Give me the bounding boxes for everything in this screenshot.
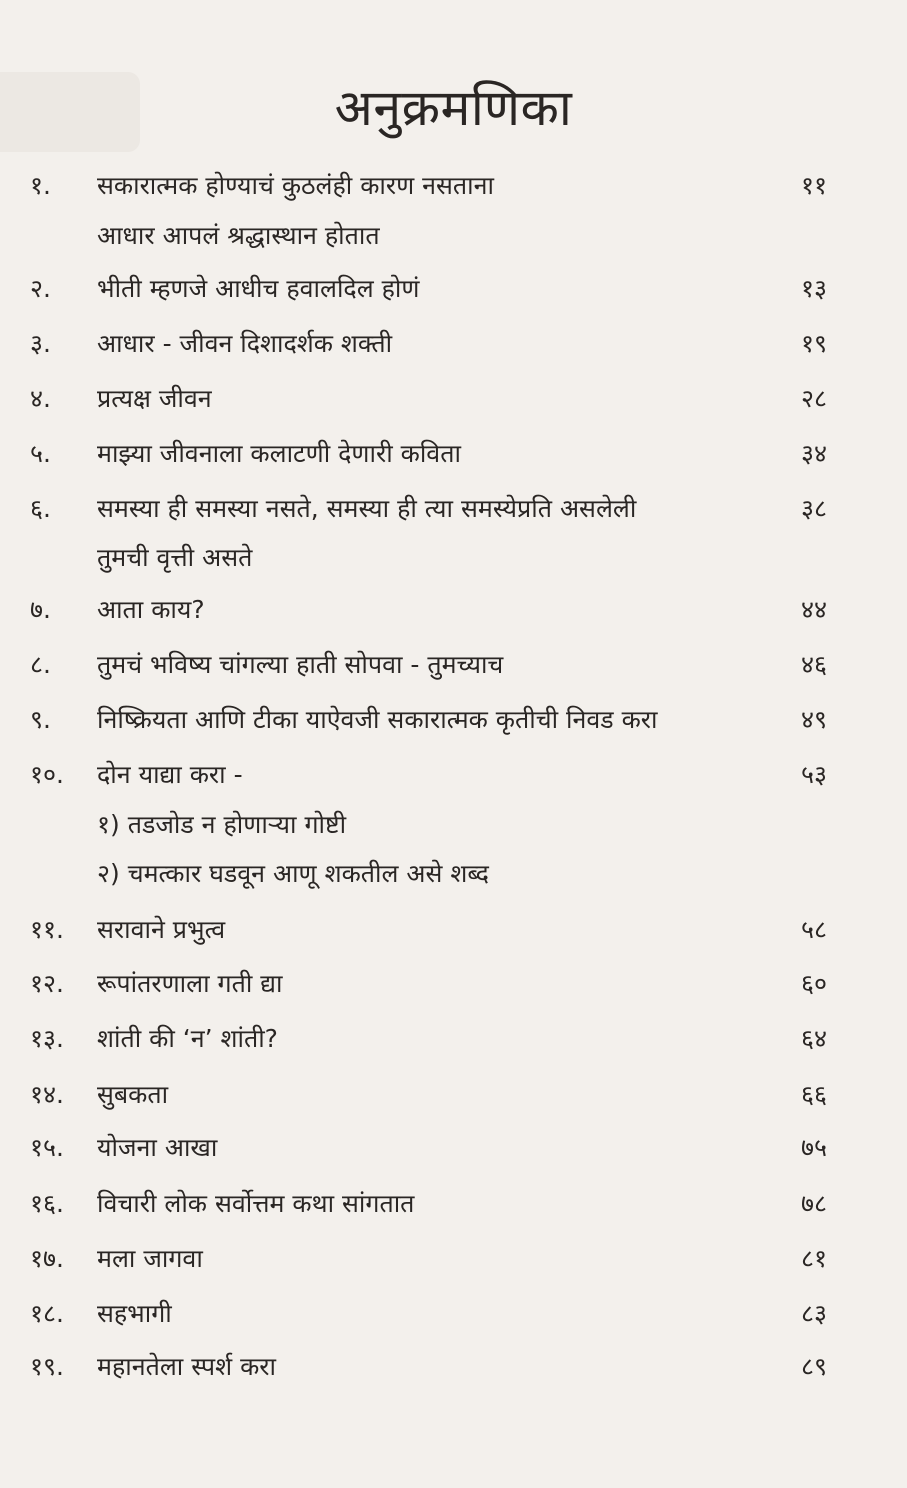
toc-entry [0, 1239, 907, 1279]
toc-entry [0, 1347, 907, 1387]
entry-number: ४. [30, 384, 51, 413]
toc-entry [0, 379, 907, 419]
entry-page: ११ [800, 171, 827, 200]
entry-title: भीती म्हणजे आधीच हवालदिल होणं [97, 274, 420, 303]
entry-page: ७५ [800, 1133, 827, 1162]
entry-number: ७. [30, 595, 51, 624]
toc-entry-continuation [0, 854, 907, 894]
toc-entry [0, 700, 907, 740]
toc-entry [0, 755, 907, 795]
entry-number: १७. [30, 1244, 64, 1273]
page-title: अनुक्रमणिका [334, 79, 573, 137]
entry-title: तुमची वृत्ती असते [97, 543, 253, 572]
toc-entry [0, 434, 907, 474]
entry-title: माझ्या जीवनाला कलाटणी देणारी कविता [97, 439, 461, 468]
toc-entry [0, 1184, 907, 1224]
entry-title: शांती की ‘न’ शांती? [97, 1024, 278, 1053]
entry-page: ३८ [800, 494, 827, 523]
entry-title: विचारी लोक सर्वोत्तम कथा सांगतात [97, 1189, 415, 1218]
entry-title: समस्या ही समस्या नसते, समस्या ही त्या समस्येप्रति असलेली [97, 494, 637, 523]
toc-entry [0, 910, 907, 950]
entry-page: ५८ [800, 915, 827, 944]
entry-title: प्रत्यक्ष जीवन [97, 384, 212, 413]
entry-page: ७८ [800, 1189, 827, 1218]
entry-number: १२. [30, 969, 64, 998]
entry-title: निष्क्रियता आणि टीका याऐवजी सकारात्मक कृतीची निवड करा [97, 705, 658, 734]
entry-title: दोन याद्या करा - [97, 760, 243, 789]
entry-title: महानतेला स्पर्श करा [97, 1352, 276, 1381]
entry-page: ८९ [800, 1352, 827, 1381]
entry-number: १९. [30, 1352, 64, 1381]
entry-page: ४९ [800, 705, 827, 734]
entry-page: ३४ [800, 439, 827, 468]
entry-page: ४४ [800, 595, 827, 624]
entry-number: ११. [30, 915, 64, 944]
entry-page: ६६ [800, 1080, 827, 1109]
toc-entry [0, 645, 907, 685]
toc-entry [0, 964, 907, 1004]
entry-page: २८ [800, 384, 827, 413]
entry-page: ५३ [800, 760, 827, 789]
entry-title: सकारात्मक होण्याचं कुठलंही कारण नसताना [97, 171, 494, 200]
entry-number: ९. [30, 705, 51, 734]
entry-title: आता काय? [97, 595, 205, 624]
entry-page: ४६ [800, 650, 827, 679]
toc-entry [0, 269, 907, 309]
toc-entry-continuation [0, 805, 907, 845]
entry-number: १४. [30, 1080, 64, 1109]
entry-number: ५. [30, 439, 51, 468]
entry-number: १८. [30, 1299, 64, 1328]
entry-title: आधार - जीवन दिशादर्शक शक्ती [97, 329, 393, 358]
toc-entry [0, 590, 907, 630]
entry-number: १०. [30, 760, 64, 789]
entry-page: ६४ [800, 1024, 827, 1053]
entry-title: २) चमत्कार घडवून आणू शकतील असे शब्द [97, 859, 489, 888]
entry-number: ६. [30, 494, 51, 523]
entry-title: सहभागी [97, 1299, 172, 1328]
toc-entry [0, 1128, 907, 1168]
entry-page: १३ [800, 274, 827, 303]
entry-title: योजना आखा [97, 1133, 218, 1162]
entry-page: ८३ [800, 1299, 827, 1328]
toc-entry [0, 1075, 907, 1115]
entry-title: सुबकता [97, 1080, 169, 1109]
toc-entry [0, 489, 907, 529]
entry-page: ८१ [800, 1244, 827, 1273]
toc-entry-continuation [0, 216, 907, 256]
toc-entry [0, 324, 907, 364]
entry-title: रूपांतरणाला गती द्या [97, 969, 283, 998]
toc-entry [0, 1294, 907, 1334]
entry-title: आधार आपलं श्रद्धास्थान होतात [97, 221, 380, 250]
toc-entry [0, 1019, 907, 1059]
entry-title: सरावाने प्रभुत्व [97, 915, 226, 944]
entry-title: मला जागवा [97, 1244, 203, 1273]
entry-number: २. [30, 274, 51, 303]
entry-number: १३. [30, 1024, 64, 1053]
toc-entry [0, 166, 907, 206]
entry-number: ८. [30, 650, 51, 679]
toc-entry-continuation [0, 538, 907, 578]
entry-title: १) तडजोड न होणाऱ्या गोष्टी [97, 810, 347, 839]
entry-number: १५. [30, 1133, 64, 1162]
entry-page: १९ [800, 329, 827, 358]
entry-number: १. [30, 171, 51, 200]
entry-number: १६. [30, 1189, 64, 1218]
entry-title: तुमचं भविष्य चांगल्या हाती सोपवा - तुमच्याच [97, 650, 504, 679]
entry-number: ३. [30, 329, 51, 358]
entry-page: ६० [800, 969, 827, 998]
